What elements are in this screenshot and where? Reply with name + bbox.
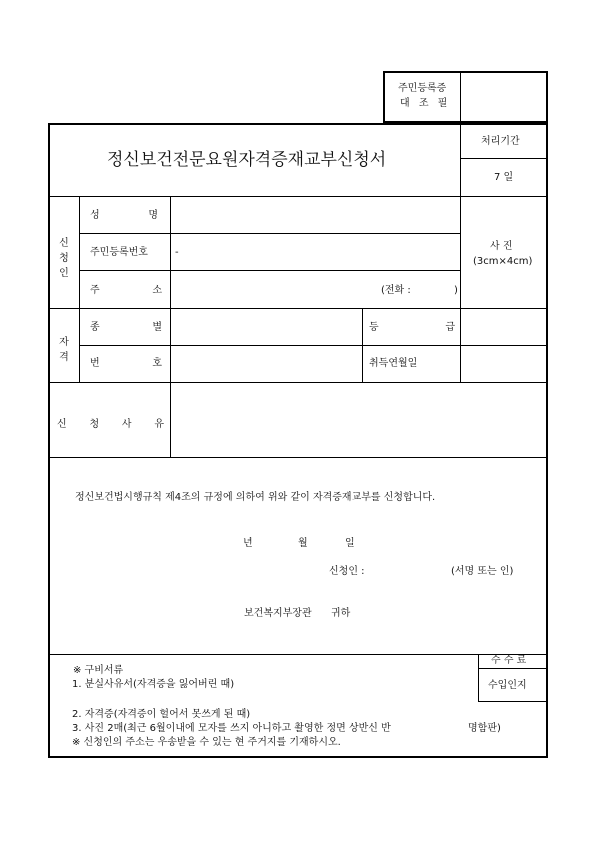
documents-header: ※ 구비서류	[73, 665, 124, 676]
grade-label: 등 급	[369, 322, 455, 333]
processing-period-value: 7 일	[494, 172, 514, 183]
applicant-char-3: 인	[59, 268, 69, 279]
form-title: 정신보건전문요원자격증재교부신청서	[107, 150, 387, 170]
applicant-sign-label: 신청인 :	[329, 566, 365, 577]
reason-divider	[170, 382, 171, 457]
qual-char-2: 격	[59, 352, 69, 363]
label-col-divider-1	[170, 196, 171, 308]
qual-bottom-line	[48, 382, 548, 383]
documents-item-1: 1. 분실사유서(자격증을 잃어버린 때)	[72, 679, 235, 690]
documents-item-3: 3. 사진 2매(최근 6월이내에 모자를 쓰지 아니하고 촬영한 정면 상반신 반	[72, 723, 391, 734]
date-month: 월	[298, 538, 308, 549]
revenue-stamp-label: 수입인지	[488, 680, 527, 691]
processing-divider	[460, 158, 548, 159]
id-check-divider	[460, 71, 461, 123]
qual-char-1: 자	[59, 337, 69, 348]
documents-item-3-tail: 명함판)	[468, 723, 501, 734]
fee-bottom-line	[478, 701, 548, 702]
fee-label: 수 수 료	[491, 655, 527, 666]
resident-no-dash: -	[175, 247, 179, 258]
applicant-row-line-2	[79, 270, 460, 271]
qual-row-line	[79, 345, 548, 346]
reason-bottom-line	[48, 457, 548, 458]
resident-no-label: 주민등록번호	[90, 247, 148, 258]
id-check-box	[383, 71, 548, 123]
date-day: 일	[345, 538, 355, 549]
id-check-label-2: 대 조 필	[400, 98, 451, 109]
type-label: 종 별	[90, 322, 162, 333]
date-year: 년	[243, 538, 253, 549]
acquired-date-label: 취득연월일	[369, 358, 418, 369]
name-label: 성 명	[90, 210, 158, 221]
id-check-label-1: 주민등록증	[398, 83, 447, 94]
fee-divider	[478, 654, 479, 701]
processing-period-label: 처리기간	[481, 136, 520, 147]
phone-label: (전화 :	[381, 285, 411, 296]
photo-label: 사 진	[490, 241, 513, 252]
qualification-section-label	[52, 333, 76, 363]
number-label: 번 호	[90, 358, 162, 369]
header-divider	[460, 123, 461, 196]
reason-label: 신 청 사 유	[57, 419, 164, 430]
photo-size: (3cm×4cm)	[473, 256, 533, 267]
applicant-char-2: 청	[59, 253, 69, 264]
phone-close: )	[454, 285, 458, 296]
address-label: 주 소	[90, 285, 162, 296]
header-bottom-line	[48, 196, 548, 197]
applicant-col-divider	[79, 196, 80, 308]
documents-note: ※ 신청인의 주소는 우송받을 수 있는 현 주거지를 기재하시오.	[72, 737, 341, 748]
documents-item-2: 2. 자격증(자격증이 헐어서 못쓰게 된 때)	[72, 709, 251, 720]
applicant-char-1: 신	[59, 238, 69, 249]
honorific: 귀하	[331, 608, 351, 619]
statement-text: 정신보건법시행규칙 제4조의 규정에 의하여 위와 같이 자격증재교부를 신청합니다.	[75, 492, 436, 503]
applicant-section-label	[52, 234, 76, 279]
statement-bottom-line	[48, 654, 548, 655]
recipient: 보건복지부장관	[244, 608, 312, 619]
applicant-row-line-1	[79, 233, 460, 234]
photo-col-divider	[460, 196, 461, 308]
applicant-bottom-line	[48, 308, 548, 309]
signature-label: (서명 또는 인)	[451, 566, 514, 577]
fee-divider-h	[478, 668, 548, 669]
